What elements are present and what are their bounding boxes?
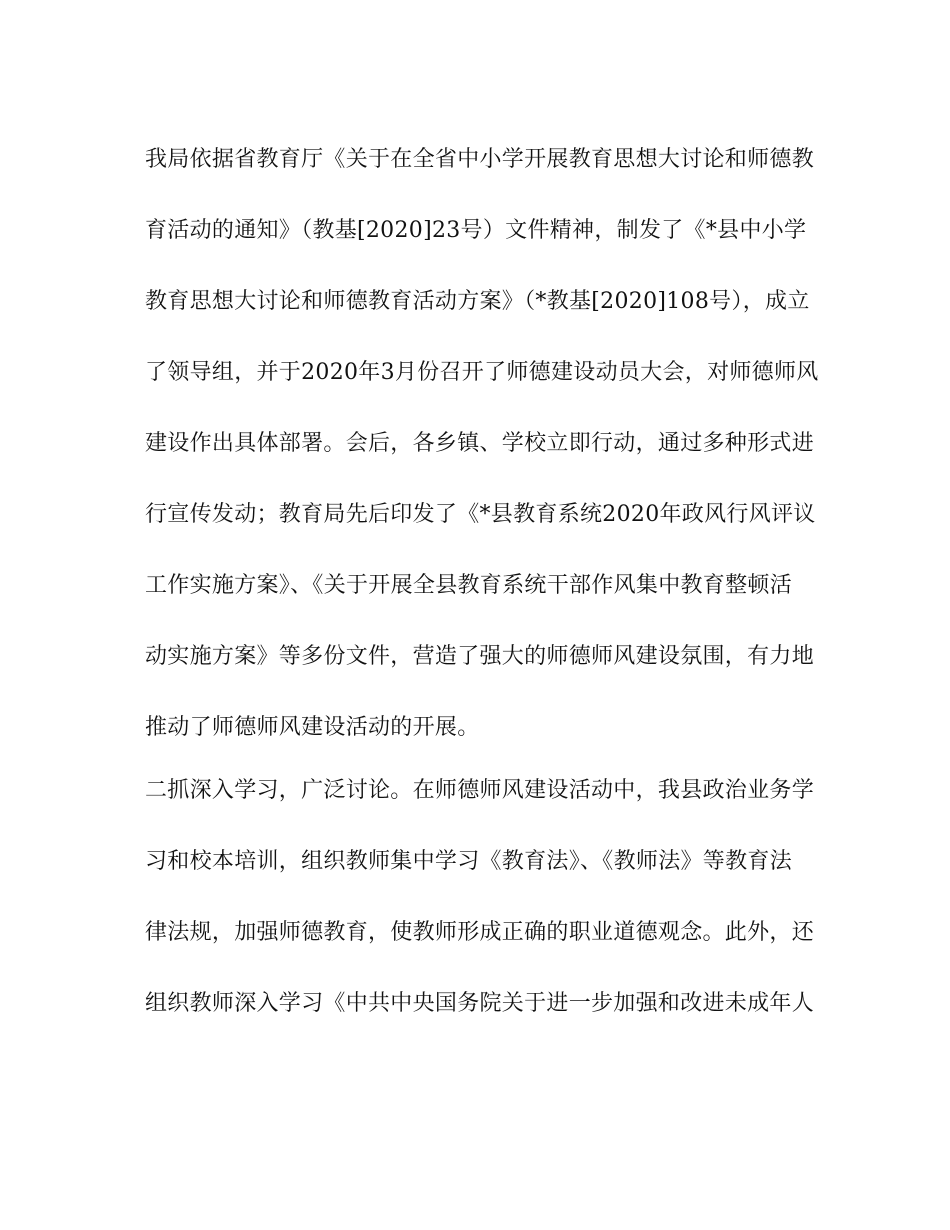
paragraph-line: 我局依据省教育厅《关于在全省中小学开展教育思想大讨论和师德教	[145, 147, 815, 172]
paragraph-line: 育活动的通知》（教基[2020]23号）文件精神，制发了《*县中小学	[145, 218, 807, 243]
paragraph-line: 二抓深入学习，广泛讨论。在师德师风建设活动中，我县政治业务学	[145, 778, 815, 803]
paragraph-line: 动实施方案》等多份文件，营造了强大的师德师风建设氛围，有力地	[145, 644, 815, 669]
paragraph-line: 律法规，加强师德教育，使教师形成正确的职业道德观念。此外，还	[145, 920, 815, 945]
paragraph-line: 习和校本培训，组织教师集中学习《教育法》、《教师法》等教育法	[145, 849, 793, 874]
paragraph-line: 行宣传发动；教育局先后印发了《*县教育系统2020年政风行风评议	[145, 502, 816, 527]
paragraph-line: 了领导组，并于2020年3月份召开了师德建设动员大会，对师德师风	[145, 360, 819, 385]
paragraph-line: 工作实施方案》、《关于开展全县教育系统干部作风集中教育整顿活	[145, 573, 793, 598]
paragraph-line: 组织教师深入学习《中共中央国务院关于进一步加强和改进未成年人	[145, 991, 815, 1016]
paragraph-line: 推动了师德师风建设活动的开展。	[145, 715, 480, 740]
paragraph-line: 建设作出具体部署。会后，各乡镇、学校立即行动，通过多种形式进	[145, 431, 815, 456]
paragraph-line: 教育思想大讨论和师德教育活动方案》（*教基[2020]108号），成立	[145, 289, 810, 314]
